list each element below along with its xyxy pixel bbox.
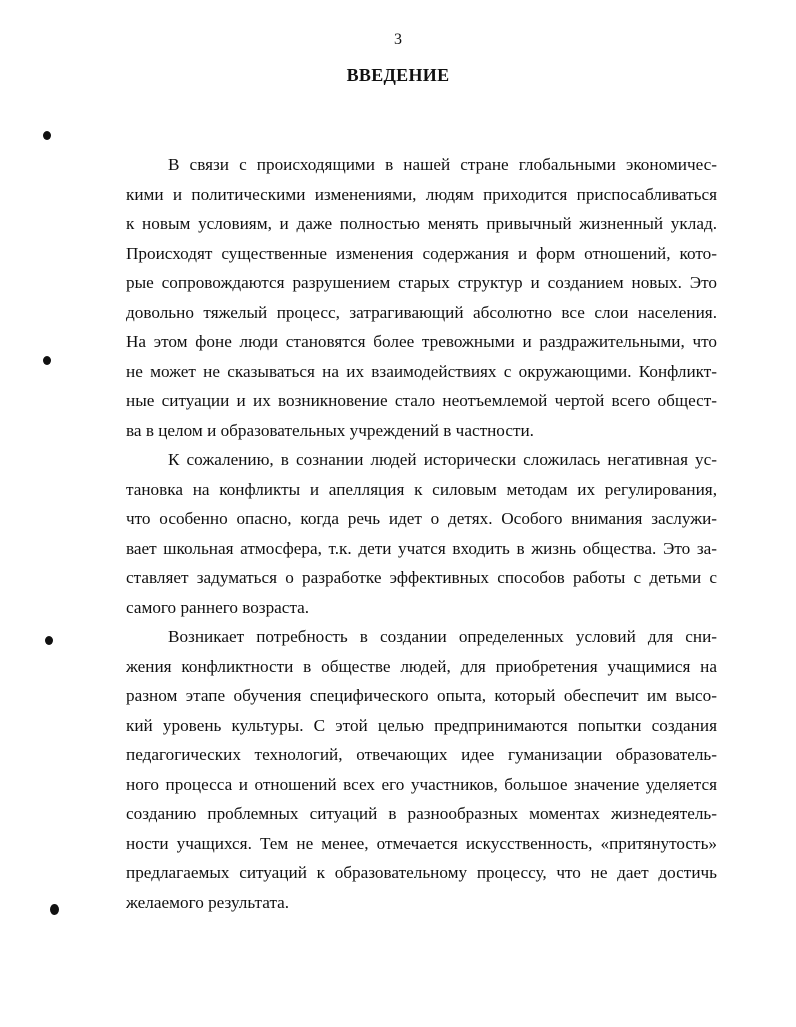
text-line: тановка на конфликты и апелляция к силовым методам их регулирования, [126, 479, 717, 499]
text-line: ного процесса и отношений всех его участников, большое значение уделяется [126, 774, 717, 794]
text-line: В связи с происходящими в нашей стране глобальными экономичес- [168, 155, 717, 174]
text-line: ности учащихся. Тем не менее, отмечается искусственность, «притянутость» [126, 833, 717, 853]
text-line: кими и политическими изменениями, людям приходится приспосабливаться [126, 184, 717, 204]
body-text [126, 150, 717, 917]
text-line: К сожалению, в сознании людей исторически сложилась негативная ус- [168, 450, 717, 469]
binding-hole-mark [45, 636, 53, 645]
text-line: к новым условиям, и даже полностью менять привычный жизненный уклад. [126, 214, 717, 233]
binding-hole-mark [43, 131, 51, 140]
text-line: кий уровень культуры. С этой целью предпринимаются попытки создания [126, 715, 717, 735]
binding-hole-mark [50, 904, 59, 915]
text-line: желаемого результата. [126, 892, 290, 912]
text-line: что особенно опасно, когда речь идет о детях. Особого внимания заслужи- [126, 509, 717, 528]
text-line: ставляет задуматься о разработке эффективных способов работы с детьми с [126, 568, 717, 587]
text-line: ные ситуации и их возникновение стало неотъемлемой чертой всего общест- [126, 391, 717, 410]
text-line: довольно тяжелый процесс, затрагивающий абсолютно все слои населения. [126, 302, 717, 322]
paragraph-1 [126, 150, 717, 445]
paragraph-2 [126, 445, 717, 622]
text-line: созданию проблемных ситуаций в разнообразных моментах жизнедеятель- [126, 804, 717, 823]
text-line: ва в целом и образовательных учреждений в частности. [126, 420, 534, 440]
binding-hole-mark [43, 356, 51, 365]
text-line: На этом фоне люди становятся более тревожными и раздражительными, что [126, 332, 717, 351]
text-line: рые сопровождаются разрушением старых структур и созданием новых. Это [126, 273, 717, 292]
paragraph-3 [126, 622, 717, 917]
section-heading: ВВЕДЕНИЕ [346, 65, 450, 85]
text-line: жения конфликтности в обществе людей, для приобретения учащимися на [126, 656, 717, 676]
text-line: Происходят существенные изменения содержания и форм отношений, кото- [126, 243, 717, 263]
text-line: самого раннего возраста. [126, 597, 310, 617]
text-line: педагогических технологий, отвечающих идее гуманизации образователь- [126, 745, 717, 764]
page-number: 3 [394, 31, 402, 48]
text-line: вает школьная атмосфера, т.к. дети учатся входить в жизнь общества. Это за- [126, 538, 717, 558]
text-line: предлагаемых ситуаций к образовательному процессу, что не дает достичь [126, 863, 717, 882]
text-line: Возникает потребность в создании определенных условий для сни- [168, 627, 717, 646]
text-line: не может не сказываться на их взаимодействиях с окружающими. Конфликт- [126, 361, 717, 381]
text-line: разном этапе обучения специфического опыта, который обеспечит им высо- [126, 686, 717, 705]
